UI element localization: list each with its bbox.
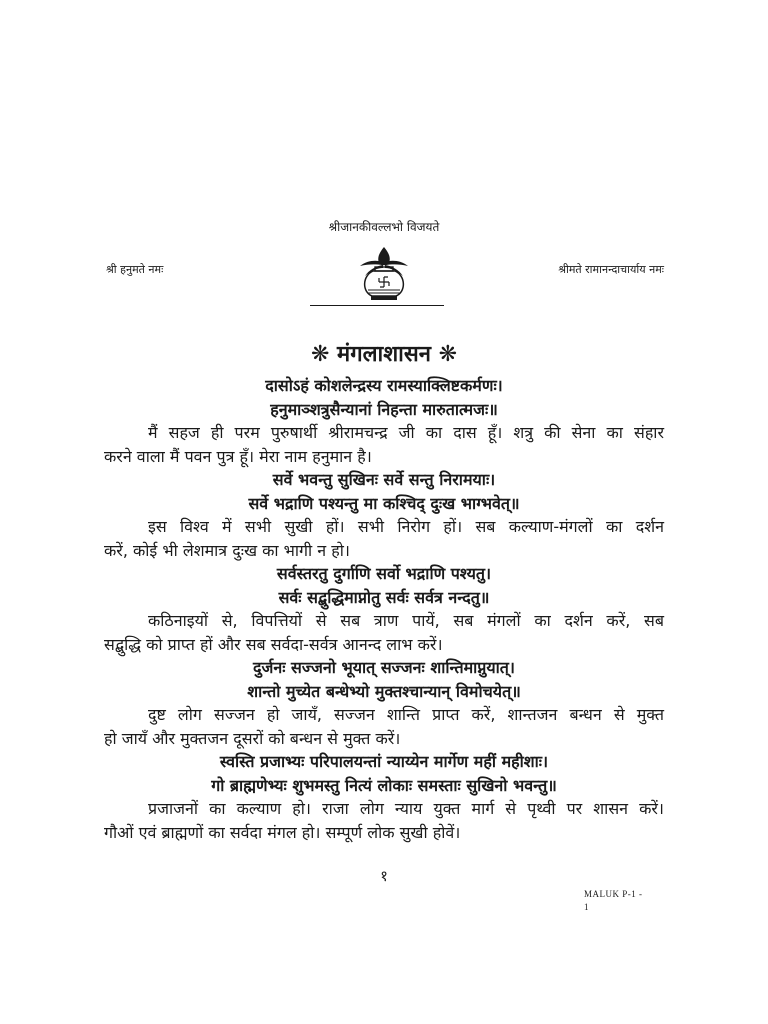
- translation-line: हो जायँ और मुक्तजन दूसरों को बन्धन से मुक्त करें।: [104, 728, 401, 748]
- translation-line: प्रजाजनों का कल्याण हो। राजा लोग न्याय युक्त मार्ग से पृथ्वी पर शासन करें।: [148, 799, 664, 818]
- shloka-line: सर्वे भवन्तु सुखिनः सर्वे सन्तु निरामयाः।: [272, 470, 496, 489]
- page-title: ❋ मंगलाशासन ❋: [310, 342, 458, 367]
- shloka-line: सर्वः सद्बुद्धिमाप्नोतु सर्वः सर्वत्र नन्दतु॥: [278, 587, 490, 607]
- header-benediction: श्रीजानकीवल्लभो विजयते: [328, 220, 440, 234]
- print-code: [584, 888, 643, 914]
- shloka-line: दासोऽहं कोशलेन्द्रस्य रामस्याक्लिष्टकर्मणः।: [265, 376, 503, 395]
- text-body: [104, 374, 664, 844]
- shloka-line: शान्तो मुच्येत बन्धेभ्यो मुक्तश्चान्यान् विमोचयेत्॥: [247, 681, 521, 701]
- shloka-line: स्वस्ति प्रजाभ्यः परिपालयन्तां न्याय्येन मार्गेण महीं महीशाः।: [219, 752, 549, 771]
- translation-line: दुष्ट लोग सज्जन हो जायँ, सज्जन शान्ति प्राप्त करें, शान्तजन बन्धन से मुक्त: [148, 705, 664, 724]
- shloka-line: सर्वे भद्राणि पश्यन्तु मा कश्चिद् दुःख भाग्भवेत्॥: [248, 493, 520, 513]
- print-code-line-1: MALUK P-1 -: [584, 889, 643, 899]
- kalash-drawing: [346, 246, 422, 302]
- kalash-icon: [346, 246, 422, 302]
- page-number: १: [380, 867, 388, 885]
- print-code-line-2: 1: [584, 902, 589, 912]
- shloka-line: दुर्जनः सज्जनो भूयात् सज्जनः शान्तिमाप्नुयात्।: [252, 658, 515, 677]
- translation-line: करने वाला मैं पवन पुत्र हूँ। मेरा नाम हनुमान है।: [104, 446, 372, 466]
- translation-line: मैं सहज ही परम पुरुषार्थी श्रीरामचन्द्र जी का दास हूँ। शत्रु की सेना का संहार: [148, 423, 664, 442]
- translation-line: कठिनाइयों से, विपत्तियों से सब त्राण पायें, सब मंगलों का दर्शन करें, सब: [148, 611, 664, 630]
- ornament-rule: [310, 305, 444, 306]
- translation-line: सद्बुद्धि को प्राप्त हों और सब सर्वदा-सर्वत्र आनन्द लाभ करें।: [104, 634, 443, 654]
- translation-line: गौओं एवं ब्राह्मणों का सर्वदा मंगल हो। सम्पूर्ण लोक सुखी होवें।: [104, 822, 461, 842]
- translation-line: इस विश्व में सभी सुखी हों। सभी निरोग हों। सब कल्याण-मंगलों का दर्शन: [148, 517, 664, 536]
- right-invocation: श्रीमते रामानन्दाचार्याय नमः: [558, 263, 664, 276]
- shloka-line: हनुमाञ्शत्रुसैन्यानां निहन्ता मारुतात्मजः॥: [270, 399, 498, 419]
- shloka-line: सर्वस्तरतु दुर्गाणि सर्वो भद्राणि पश्यतु।: [276, 564, 492, 583]
- left-invocation: श्री हनुमते नमः: [106, 263, 164, 276]
- translation-line: करें, कोई भी लेशमात्र दुःख का भागी न हो।: [104, 540, 350, 560]
- shloka-line: गो ब्राह्मणेभ्यः शुभमस्तु नित्यं लोकाः समस्ताः सुखिनो भवन्तु॥: [211, 775, 557, 795]
